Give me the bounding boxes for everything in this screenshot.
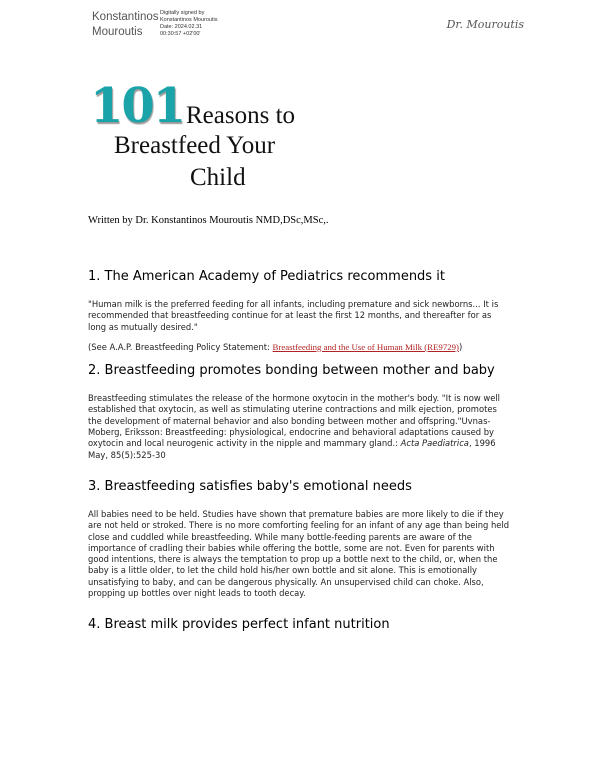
spacer [88,470,512,478]
paragraph-text: , 1996 May, 85(5):525-30 [88,438,496,460]
signature-line: Date: 2024.02.31 [160,24,203,30]
section-paragraph [88,393,512,461]
signature-details [160,10,217,38]
citation-suffix: ) [458,341,463,352]
paragraph-text: Breastfeeding stimulates the release of the hormone oxytocin in the mother's body. "It is now well established that oxytocin, as well as stimulating uterine contractions and milk ejection, promotes the development of maternal behavior and also bonding between mother and offspring."Uvnas-Moberg, Eriksson: Breastfeeding: physiological, endocrine and behavioral adaptations caused by oxytocin and local neurogenic activity in the nipple and mammary gland.: [88,393,501,449]
signature-line: Digitally signed by [160,10,205,16]
signature-line: 00:30:57 +02'00' [160,31,201,37]
spacer [88,608,512,616]
citation-prefix: (See A.A.P. Breastfeeding Policy Statement: [88,341,273,352]
signature-name: Konstantinos Mouroutis [92,11,159,38]
title-graphic [90,78,350,200]
section-paragraph: All babies need to be held. Studies have shown that premature babies are more likely to die if they are not held or stroked. There is no more comforting feeling for an infant of any age than being held close and cuddled while breastfeeding. While many bottle-feeding parents are aware of the importance of cradling their babies while offering the bottle, some are not. Even for parents with good intentions, there is always the temptation to prop up a bottle next to the child, or, when the baby is a little older, to let the child hold his/her own bottle and sit alone. This is emotionally unsatisfying to baby, and can be dangerous physically. An unsupervised child can choke. Also, propping up bottles over night leads to tooth decay. [88,508,510,599]
title-number: 101 [90,78,185,134]
section-heading: 2. Breastfeeding promotes bonding between mother and baby [88,363,495,379]
author-byline: Written by Dr. Konstantinos Mouroutis NMD,DSc,MSc,. [88,215,329,226]
section-paragraph [88,342,512,353]
section-heading: 1. The American Academy of Pediatrics recommends it [88,269,445,284]
journal-name: Acta Paediatrica [400,438,469,449]
document-body [88,268,512,647]
section-heading: 4. Breast milk provides perfect infant nutrition [88,617,390,633]
title-line-3: Child [190,164,246,191]
section-heading: 3. Breastfeeding satisfies baby's emotional needs [88,478,412,494]
title-line-1: Reasons to [186,102,296,129]
header-author: Dr. Mouroutis [446,18,524,31]
signature-line: Konstantinos Mouroutis [160,17,218,23]
title-line-2: Breastfeed Your [114,132,276,159]
section-paragraph: "Human milk is the preferred feeding for all infants, including premature and sick newborns... It is recommended that breastfeeding continue for at least the first 12 months, and thereafter for as long as mutually desired." [88,299,499,332]
policy-link[interactable]: Breastfeeding and the Use of Human Milk (RE9729) [272,341,459,352]
